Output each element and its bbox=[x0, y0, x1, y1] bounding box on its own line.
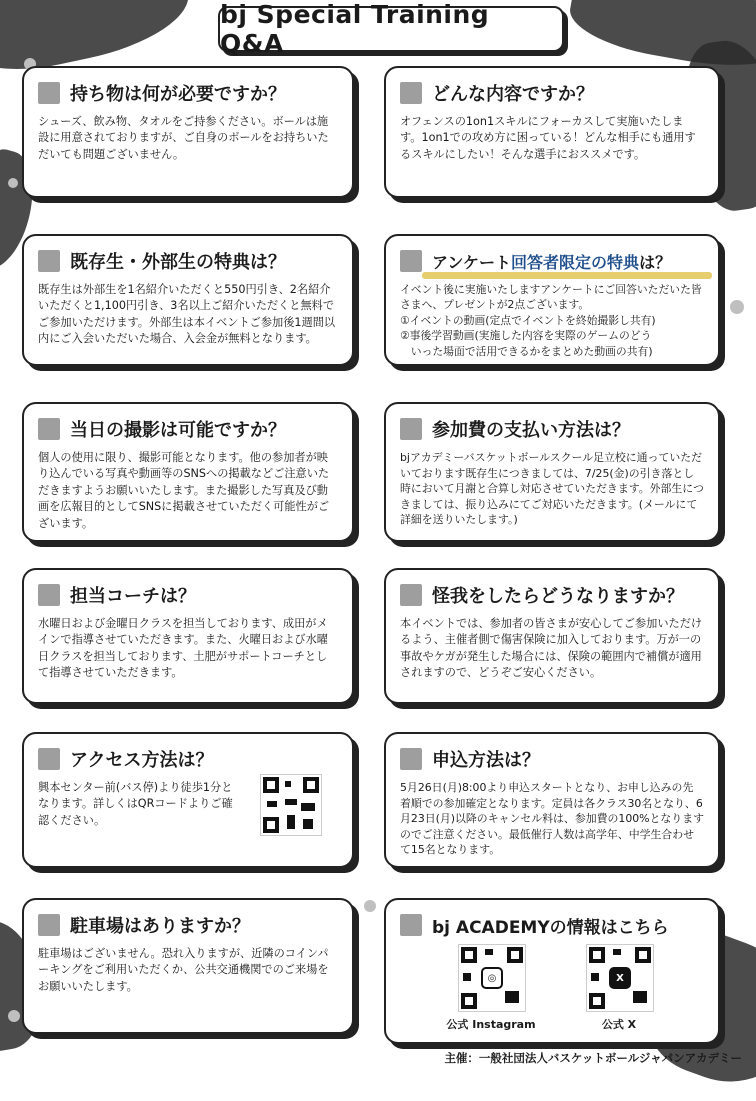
instagram-icon: ◎ bbox=[481, 967, 503, 989]
access-qr-code[interactable] bbox=[260, 774, 322, 836]
card-question: 持ち物は何が必要ですか？ bbox=[70, 84, 286, 105]
gray-square-icon bbox=[400, 914, 422, 936]
card-answer: 駐車場はございません。恐れ入りますが、近隣のコインパーキングをご利用いただくか、公共交通機関でのご来場をお願いいたします。 bbox=[38, 947, 329, 993]
card-header bbox=[400, 414, 704, 444]
card-question bbox=[432, 250, 671, 273]
card-question: アクセス方法は？ bbox=[70, 750, 214, 771]
dot-decoration bbox=[730, 300, 744, 314]
card-answer: オフェンスの1on1スキルにフォーカスして実施いたします。1on1での攻め方に困っている！どんな相手にも通用するスキルにしたい！そんな選手におススメです。 bbox=[400, 115, 696, 161]
card-answer: 個人の使用に限り、撮影可能となります。他の参加者が映り込んでいる写真や動画等のSNSへの掲載などご注意いただきますようお願いいたします。また撮影した写真及び動画を広報目的としてSNSに掲載させていただく可能性がございます。 bbox=[38, 451, 330, 530]
page-title-box bbox=[218, 0, 564, 58]
card-access bbox=[22, 732, 354, 868]
instagram-qr-code[interactable] bbox=[458, 944, 526, 1012]
gray-square-icon bbox=[400, 82, 422, 104]
card-question: 怪我をしたらどうなりますか？ bbox=[432, 586, 684, 607]
card-answer: 水曜日および金曜日クラスを担当しております、成田がメインで指導させていただきます。また、火曜日および水曜日クラスを担当しております、土肥がサポートコーチとして指導させていただきます。 bbox=[38, 617, 328, 680]
dot-decoration bbox=[8, 178, 18, 188]
card-header bbox=[38, 246, 338, 276]
card-question: 当日の撮影は可能ですか？ bbox=[70, 420, 286, 441]
dot-decoration bbox=[8, 1010, 20, 1022]
x-label: 公式 X bbox=[601, 1018, 637, 1031]
card-payment bbox=[384, 402, 720, 542]
card-header bbox=[400, 910, 704, 940]
card-question: 参加費の支払い方法は？ bbox=[432, 420, 630, 441]
gray-square-icon bbox=[38, 914, 60, 936]
gray-square-icon bbox=[400, 748, 422, 770]
card-question: どんな内容ですか？ bbox=[432, 84, 594, 105]
card-coach bbox=[22, 568, 354, 704]
question-suffix: は？ bbox=[639, 252, 672, 272]
card-benefit-survey bbox=[384, 234, 720, 366]
card-question: 既存生・外部生の特典は？ bbox=[70, 252, 286, 273]
x-qr-code[interactable] bbox=[586, 944, 654, 1012]
card-header bbox=[38, 580, 338, 610]
gray-square-icon bbox=[38, 82, 60, 104]
card-header bbox=[38, 78, 338, 108]
gray-square-icon bbox=[400, 584, 422, 606]
gray-square-icon bbox=[38, 748, 60, 770]
card-question: 申込方法は？ bbox=[432, 750, 540, 771]
card-header bbox=[400, 744, 704, 774]
card-answer: 既存生は外部生を1名紹介いただくと550円引き、2名紹介いただくと1,100円引き、3名以上ご紹介いただくと無料でご参加いただけます。外部生は本イベントご参加後1週間以内にご入会いただいた場合、入会金が無料となります。 bbox=[38, 283, 336, 346]
card-injury bbox=[384, 568, 720, 704]
gray-square-icon bbox=[400, 418, 422, 440]
card-header bbox=[38, 414, 338, 444]
page-title: bj Special Training Q&A bbox=[220, 0, 490, 58]
card-question: 担当コーチは？ bbox=[70, 586, 196, 607]
card-info bbox=[384, 898, 720, 1044]
card-header bbox=[38, 744, 338, 774]
dot-decoration bbox=[364, 900, 376, 912]
organizer-footer: 主催：一般社団法人バスケットボールジャパンアカデミー bbox=[444, 1051, 742, 1065]
gray-square-icon bbox=[38, 250, 60, 272]
card-answer: 5月26日(月)8:00より申込スタートとなり、お申し込みの先着順での参加確定となります。定員は各クラス30名となり、6月23日(月)以降のキャンセル料は、参加費の100%となりますのでご注意ください。最低催行人数は高学年、中学生合わせて15名となります。 bbox=[400, 781, 704, 857]
question-highlight: 回答者限定の特典 bbox=[511, 252, 640, 272]
card-benefit-members bbox=[22, 234, 354, 366]
x-logo-icon: X bbox=[609, 967, 631, 989]
card-photo bbox=[22, 402, 354, 542]
card-header bbox=[400, 580, 704, 610]
card-header bbox=[400, 246, 704, 276]
card-content bbox=[384, 66, 720, 198]
question-prefix: アンケート bbox=[432, 252, 512, 272]
gray-square-icon bbox=[38, 584, 60, 606]
gray-square-icon bbox=[400, 250, 422, 272]
card-answer: イベント後に実施いたしますアンケートにご回答いただいた皆さまへ、プレゼントが2点ございます。 ①イベントの動画(定点でイベントを終始撮影し共有) ②事後学習動画(実施した内容を実際のゲームのどう いった場面で活用できるかをまとめた動画の共有) bbox=[400, 283, 702, 358]
gray-square-icon bbox=[38, 418, 60, 440]
card-answer: 本イベントでは、参加者の皆さまが安心してご参加いただけるよう、主催者側で傷害保険に加入しております。万が一の事故やケガが発生した場合には、保険の範囲内で補償が適用されますので、どうぞご安心ください。 bbox=[400, 617, 703, 680]
card-apply bbox=[384, 732, 720, 868]
card-question: 駐車場はありますか？ bbox=[70, 916, 250, 937]
card-parking bbox=[22, 898, 354, 1034]
card-header bbox=[38, 910, 338, 940]
card-answer: シューズ、飲み物、タオルをご持参ください。ボールは施設に用意されておりますが、ご自身のボールをお持ちいただいても問題ございません。 bbox=[38, 115, 329, 161]
instagram-label: 公式 Instagram bbox=[446, 1018, 536, 1031]
card-header bbox=[400, 78, 704, 108]
card-items bbox=[22, 66, 354, 198]
card-answer: 興本センター前(バス停)より徒歩1分となります。詳しくはQRコードよりご確認ください。 bbox=[38, 781, 233, 827]
card-question: bj ACADEMYの情報はこちら bbox=[432, 917, 669, 938]
card-answer: bjアカデミーバスケットボールスクール足立校に通っていただいております既存生につきましては、7/25(金)の引き落とし時において月謝と合算し対応させていただきます。外部生につきましては、振り込みにてご対応いただきます。(メールにて詳細を送りいたします。) bbox=[400, 451, 704, 527]
